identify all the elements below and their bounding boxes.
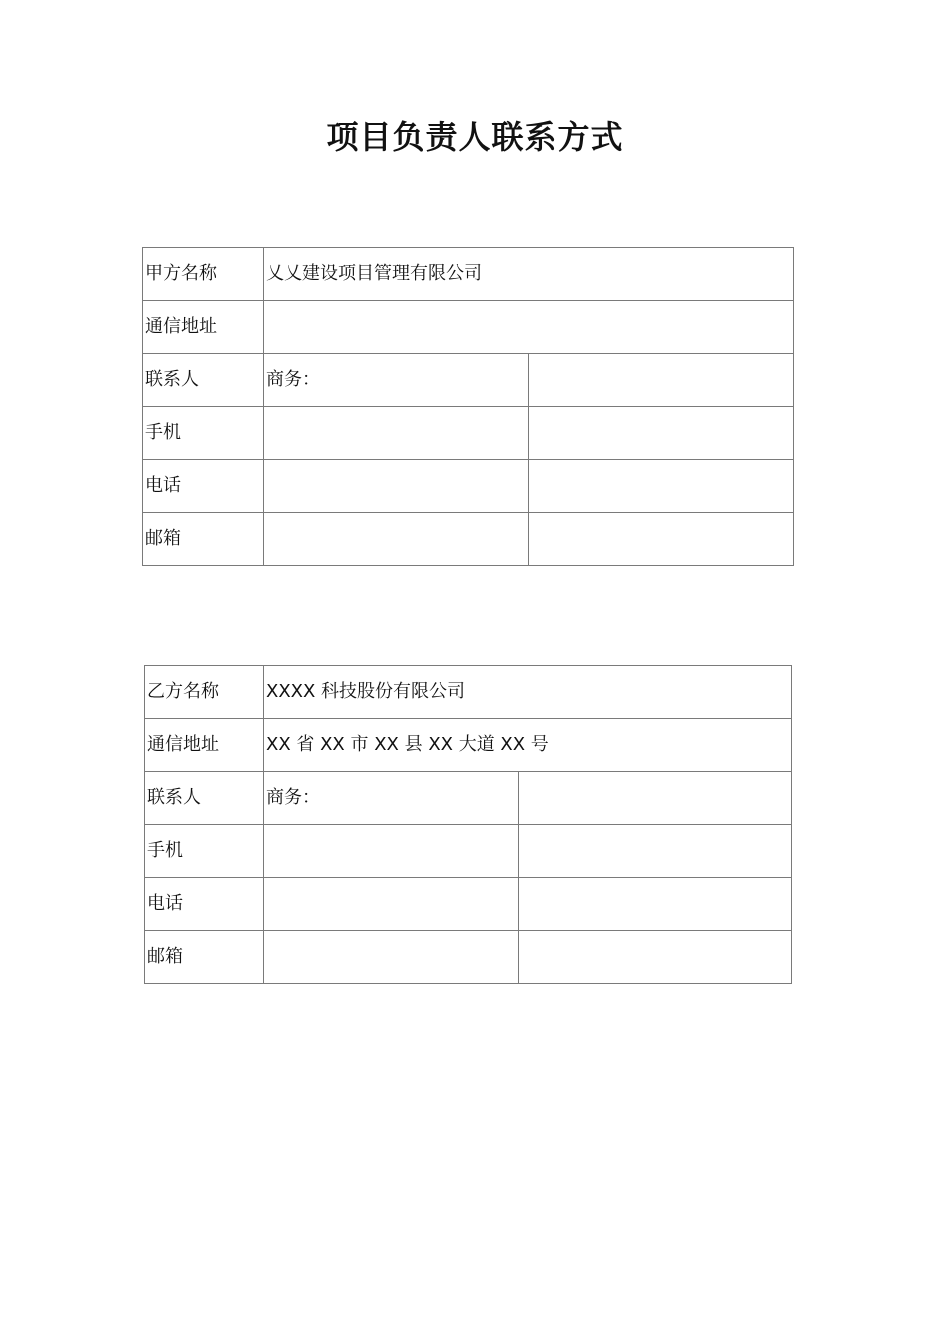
party-b-contact-other bbox=[519, 772, 792, 825]
party-b-address-value: XX 省 XX 市 XX 县 XX 大道 XX 号 bbox=[264, 719, 792, 772]
table-row bbox=[145, 719, 792, 772]
party-b-phone-other bbox=[519, 878, 792, 931]
party-b-phone-label: 电话 bbox=[145, 878, 264, 931]
table-row bbox=[143, 248, 794, 301]
table-row bbox=[143, 513, 794, 566]
party-b-contact-business: 商务： bbox=[264, 772, 519, 825]
party-b-address-label: 通信地址 bbox=[145, 719, 264, 772]
table-row bbox=[143, 354, 794, 407]
party-a-contact-business: 商务： bbox=[264, 354, 529, 407]
party-b-email-label: 邮箱 bbox=[145, 931, 264, 984]
table-row bbox=[143, 460, 794, 513]
party-a-name-label: 甲方名称 bbox=[143, 248, 264, 301]
table-row bbox=[145, 931, 792, 984]
party-b-email-business bbox=[264, 931, 519, 984]
party-b-contact-label: 联系人 bbox=[145, 772, 264, 825]
party-a-phone-other bbox=[529, 460, 794, 513]
party-b-mobile-other bbox=[519, 825, 792, 878]
table-row bbox=[145, 772, 792, 825]
party-a-phone-label: 电话 bbox=[143, 460, 264, 513]
table-row bbox=[143, 301, 794, 354]
party-a-table bbox=[142, 247, 794, 566]
party-a-email-label: 邮箱 bbox=[143, 513, 264, 566]
party-a-name-value: 乂乂建设项目管理有限公司 bbox=[264, 248, 794, 301]
party-b-table bbox=[144, 665, 792, 984]
party-a-mobile-label: 手机 bbox=[143, 407, 264, 460]
table-row bbox=[145, 825, 792, 878]
party-b-name-value: XXXX 科技股份有限公司 bbox=[264, 666, 792, 719]
table-row bbox=[145, 878, 792, 931]
party-a-email-other bbox=[529, 513, 794, 566]
table-row bbox=[145, 666, 792, 719]
party-a-email-business bbox=[264, 513, 529, 566]
party-b-email-other bbox=[519, 931, 792, 984]
party-a-address-value bbox=[264, 301, 794, 354]
party-b-name-label: 乙方名称 bbox=[145, 666, 264, 719]
party-a-mobile-business bbox=[264, 407, 529, 460]
page-title: 项目负责人联系方式 bbox=[326, 118, 624, 156]
table-row bbox=[143, 407, 794, 460]
party-a-address-label: 通信地址 bbox=[143, 301, 264, 354]
party-b-mobile-label: 手机 bbox=[145, 825, 264, 878]
party-a-phone-business bbox=[264, 460, 529, 513]
party-b-mobile-business bbox=[264, 825, 519, 878]
party-a-contact-label: 联系人 bbox=[143, 354, 264, 407]
party-a-contact-other bbox=[529, 354, 794, 407]
party-a-mobile-other bbox=[529, 407, 794, 460]
party-b-phone-business bbox=[264, 878, 519, 931]
